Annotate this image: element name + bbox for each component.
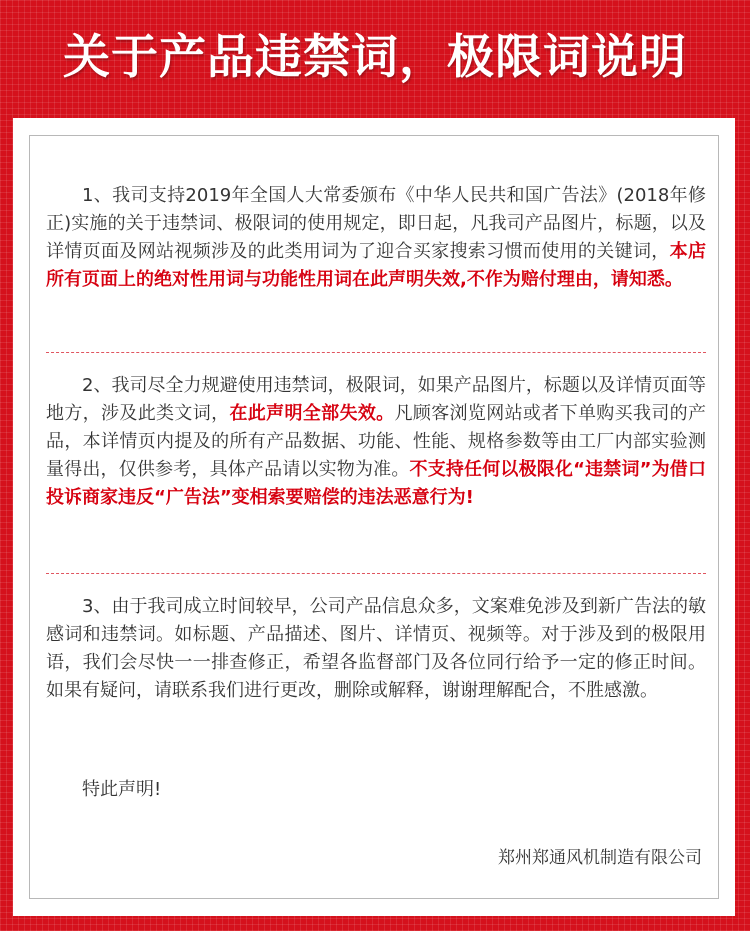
dashed-divider — [46, 573, 706, 574]
statement-section-3 — [46, 593, 706, 705]
company-name: 郑州郑通风机制造有限公司 — [498, 848, 702, 868]
statement-section-1 — [46, 182, 706, 294]
section-2-text-a: 2、我司尽全力规避使用违禁词，极限词，如果产品图片，标题以及详情页面等地方，涉及此类文词， — [46, 375, 706, 424]
dashed-divider — [46, 352, 706, 353]
section-2-emphasis-b: 不支持任何以极限化“违禁词”为借口投诉商家违反“广告法”变相索要赔偿的违法恶意行为! — [46, 459, 706, 508]
section-1-text: 1、我司支持2019年全国人大常委颁布《中华人民共和国广告法》(2018年修正)实施的关于违禁词、极限词的使用规定，即日起，凡我司产品图片，标题，以及详情页面及网站视频涉及的此类用词为了迎合买家搜索习惯而使用的关键词， — [46, 185, 706, 262]
closing-statement: 特此声明! — [82, 779, 162, 800]
statement-card — [13, 118, 735, 916]
section-2-text-b: 凡顾客浏览网站或者下单购买我司的产品，本详情页内提及的所有产品数据、功能、性能、规格参数等由工厂内部实验测量得出，仅供参考，具体产品请以实物为准。 — [46, 403, 707, 480]
section-2-emphasis-a: 在此声明全部失效。 — [229, 403, 395, 424]
section-1-paragraph — [46, 182, 706, 294]
page-title: 关于产品违禁词，极限词说明 — [63, 30, 687, 85]
section-1-emphasis: 本店所有页面上的绝对性用词与功能性用词在此声明失效,不作为赔付理由，请知悉。 — [46, 241, 706, 290]
section-3-paragraph: 3、由于我司成立时间较早，公司产品信息众多，文案难免涉及到新广告法的敏感词和违禁词。如标题、产品描述、图片、详情页、视频等。对于涉及到的极限用语，我们会尽快一一排查修正，希望各监督部门及各位同行给予一定的修正时间。如果有疑问，请联系我们进行更改，删除或解释，谢谢理解配合，不胜感激。 — [46, 596, 706, 701]
section-2-paragraph — [46, 372, 706, 512]
statement-section-2 — [46, 372, 706, 512]
